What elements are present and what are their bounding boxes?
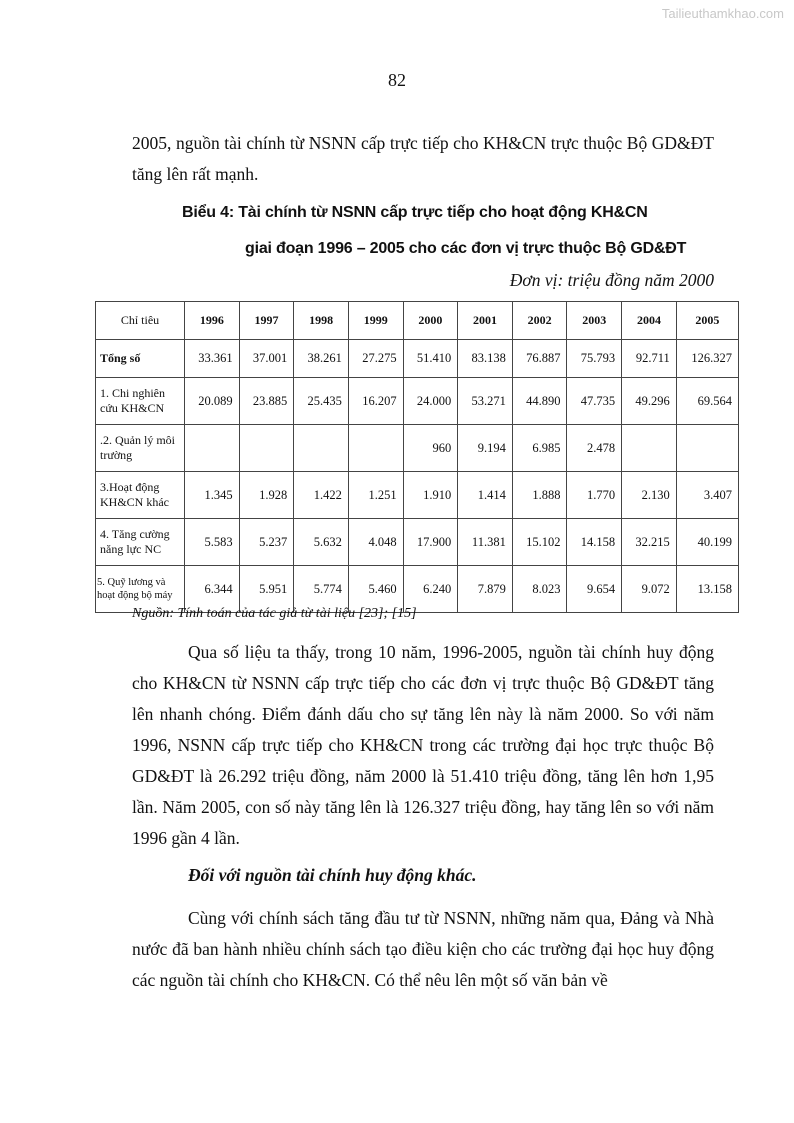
table-cell: 9.654 (567, 566, 622, 613)
table-cell (622, 425, 677, 472)
table-cell: 38.261 (294, 340, 349, 378)
table-header-row (96, 302, 739, 340)
table-cell: 76.887 (512, 340, 567, 378)
table-cell: 69.564 (676, 378, 738, 425)
table-cell (239, 425, 294, 472)
table-cell: 6.240 (403, 566, 458, 613)
table-cell: 1.888 (512, 472, 567, 519)
table-cell: 44.890 (512, 378, 567, 425)
table-cell: 3.407 (676, 472, 738, 519)
year-header: 1996 (185, 302, 240, 340)
year-header: 2003 (567, 302, 622, 340)
table-cell: 32.215 (622, 519, 677, 566)
table-cell: 1.345 (185, 472, 240, 519)
table-cell: 1.251 (348, 472, 403, 519)
table-cell: 5.632 (294, 519, 349, 566)
row-label: 4. Tăng cường năng lực NC (96, 519, 185, 566)
table-cell: 15.102 (512, 519, 567, 566)
table-title-line-1: Biểu 4: Tài chính từ NSNN cấp trực tiếp cho hoạt động KH&CN (182, 204, 648, 221)
table-cell: 8.023 (512, 566, 567, 613)
table-cell: 960 (403, 425, 458, 472)
table-cell: 23.885 (239, 378, 294, 425)
table-cell: 14.158 (567, 519, 622, 566)
table-cell: 6.985 (512, 425, 567, 472)
table-cell: 24.000 (403, 378, 458, 425)
table-cell: 40.199 (676, 519, 738, 566)
table-cell: 13.158 (676, 566, 738, 613)
table-cell: 7.879 (458, 566, 513, 613)
row-label: 1. Chi nghiên cứu KH&CN (96, 378, 185, 425)
table-cell: 9.072 (622, 566, 677, 613)
table-cell: 37.001 (239, 340, 294, 378)
year-header: 1998 (294, 302, 349, 340)
table-cell: 92.711 (622, 340, 677, 378)
table-row (96, 340, 739, 378)
table-cell: 17.900 (403, 519, 458, 566)
final-paragraph: Cùng với chính sách tăng đầu tư từ NSNN, những năm qua, Đảng và Nhà nước đã ban hành nhiều chính sách tạo điều kiện cho các trường đại học huy động các nguồn tài chính cho KH&CN. Có thể nêu lên một số văn bản về (132, 908, 714, 990)
table-cell: 1.928 (239, 472, 294, 519)
table-cell: 27.275 (348, 340, 403, 378)
table-cell (294, 425, 349, 472)
table-cell: 25.435 (294, 378, 349, 425)
year-header: 1997 (239, 302, 294, 340)
row-label: 5. Quỹ lương và hoạt động bộ máy (96, 566, 185, 613)
row-label: .2. Quản lý môi trường (96, 425, 185, 472)
year-header: 2001 (458, 302, 513, 340)
table-cell: 1.910 (403, 472, 458, 519)
funding-table (95, 301, 739, 613)
watermark: Tailieuthamkhao.com (661, 6, 784, 21)
table-row (96, 425, 739, 472)
table-row (96, 519, 739, 566)
intro-paragraph: 2005, nguồn tài chính từ NSNN cấp trực tiếp cho KH&CN trực thuộc Bộ GD&ĐT tăng lên rất mạnh. (132, 133, 714, 184)
table-cell: 5.774 (294, 566, 349, 613)
table-cell: 5.237 (239, 519, 294, 566)
table-cell: 6.344 (185, 566, 240, 613)
table-cell: 9.194 (458, 425, 513, 472)
table-cell: 51.410 (403, 340, 458, 378)
table-cell: 1.414 (458, 472, 513, 519)
unit-note: Đơn vị: triệu đồng năm 2000 (509, 270, 714, 290)
table-cell: 47.735 (567, 378, 622, 425)
header-label: Chỉ tiêu (96, 302, 185, 340)
table-cell (676, 425, 738, 472)
source-note: Nguồn: Tính toán của tác giả từ tài liệu [23]; [15] (132, 606, 417, 621)
table-cell: 11.381 (458, 519, 513, 566)
table-cell: 16.207 (348, 378, 403, 425)
row-label: Tổng số (96, 340, 185, 378)
table-cell: 4.048 (348, 519, 403, 566)
year-header: 2004 (622, 302, 677, 340)
table-cell: 1.422 (294, 472, 349, 519)
row-label: 3.Hoạt động KH&CN khác (96, 472, 185, 519)
table-cell: 2.130 (622, 472, 677, 519)
table-cell (348, 425, 403, 472)
page-number: 82 (388, 70, 406, 90)
year-header: 2000 (403, 302, 458, 340)
table-title-line-2: giai đoạn 1996 – 2005 cho các đơn vị trực thuộc Bộ GD&ĐT (245, 240, 687, 257)
table-cell (185, 425, 240, 472)
table-cell: 5.460 (348, 566, 403, 613)
table-cell: 126.327 (676, 340, 738, 378)
table-cell: 33.361 (185, 340, 240, 378)
table-row (96, 472, 739, 519)
table-cell: 83.138 (458, 340, 513, 378)
table-cell: 1.770 (567, 472, 622, 519)
table-cell: 5.951 (239, 566, 294, 613)
analysis-paragraph: Qua số liệu ta thấy, trong 10 năm, 1996-2005, nguồn tài chính huy động cho KH&CN từ NSNN cấp trực tiếp cho các đơn vị trực thuộc Bộ GD&ĐT tăng lên nhanh chóng. Điểm đánh dấu cho sự tăng lên này là năm 2000. So với năm 1996, NSNN cấp trực tiếp cho KH&CN trong các trường đại học trực thuộc Bộ GD&ĐT là 26.292 triệu đồng, năm 2000 là 51.410 triệu đồng, tăng lên hơn 1,95 lần. Năm 2005, con số này tăng lên là 126.327 triệu đồng, hay tăng lên so với năm 1996 gần 4 lần. (132, 642, 714, 848)
table-cell: 2.478 (567, 425, 622, 472)
year-header: 2002 (512, 302, 567, 340)
table-row (96, 378, 739, 425)
year-header: 2005 (676, 302, 738, 340)
table-cell: 20.089 (185, 378, 240, 425)
table-cell: 49.296 (622, 378, 677, 425)
year-header: 1999 (348, 302, 403, 340)
table-cell: 53.271 (458, 378, 513, 425)
table-cell: 75.793 (567, 340, 622, 378)
table-cell: 5.583 (185, 519, 240, 566)
section-heading: Đối với nguồn tài chính huy động khác. (188, 865, 477, 885)
